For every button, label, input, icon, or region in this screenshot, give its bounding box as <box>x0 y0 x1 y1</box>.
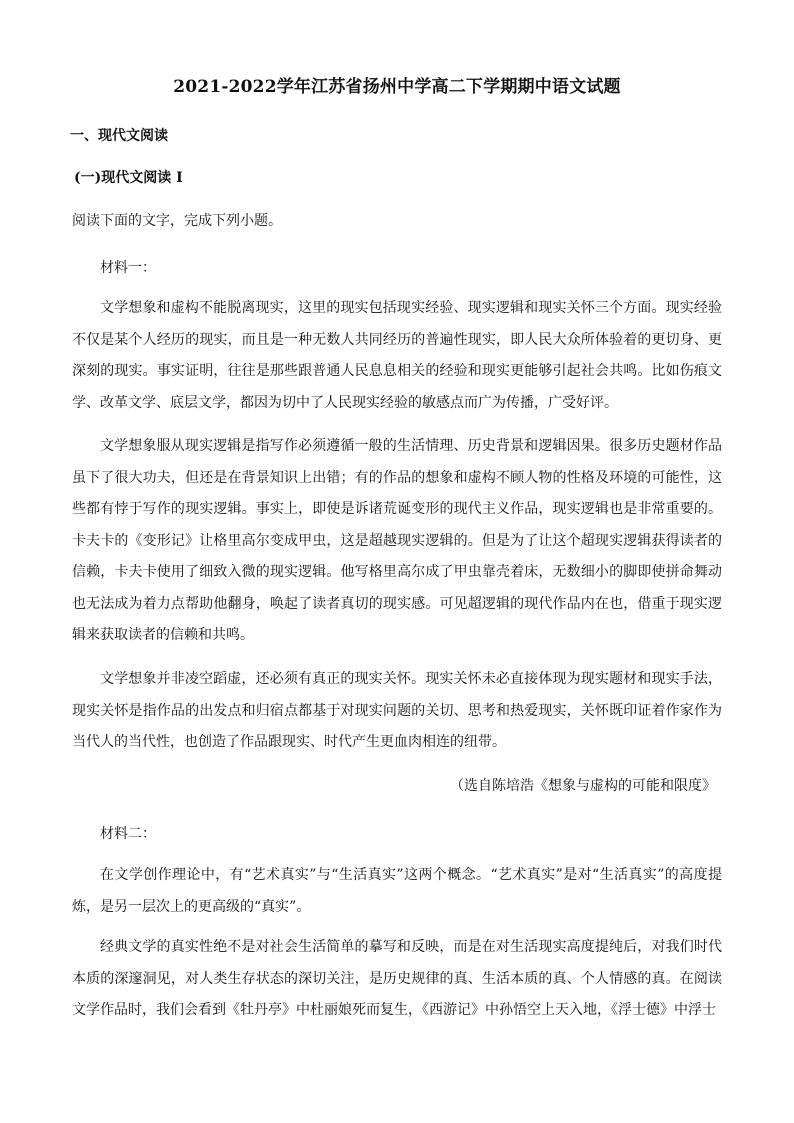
sub-heading: (一)现代文阅读 I <box>74 170 183 186</box>
page-title: 2021-2022学年江苏省扬州中学高二下学期期中语文试题 <box>173 77 621 97</box>
material-two-paragraph-2: 经典文学的真实性绝不是对社会生活简单的摹写和反映，而是在对生活现实高度提纯后，对我们时代本质的深邃洞见，对人类生存状态的深切关注，是历史规律的真、生活本质的真、个人情感的真。在阅读文学作品时，我们会看到《牡丹亭》中杜丽娘死而复生，《西游记》中孙悟空上天入地，《浮士德》中浮士 <box>72 939 722 1018</box>
material-one-source: （选自陈培浩《想象与虚构的可能和限度》 <box>450 778 716 794</box>
material-one-label: 材料一： <box>100 260 156 276</box>
material-two-paragraph-1: 在文学创作理论中，有“艺术真实”与“生活真实”这两个概念。“艺术真实”是对“生活真实”的高度提炼，是另一层次上的更高级的“真实”。 <box>72 867 722 915</box>
section-heading: 一、现代文阅读 <box>70 128 168 144</box>
material-one-paragraph-2: 文学想象服从现实逻辑是指写作必须遵循一般的生活情理、历史背景和逻辑因果。很多历史题材作品虽下了很大功夫，但还是在背景知识上出错；有的作品的想象和虚构不顾人物的性格及环境的可能性，这些都有悖于写作的现实逻辑。事实上，即使是诉诸荒诞变形的现代主义作品，现实逻辑也是非常重要的。卡夫卡的《变形记》让格里高尔变成甲虫，这是超越现实逻辑的。但是为了让这个超现实逻辑获得读者的信赖，卡夫卡使用了细致入微的现实逻辑。他写格里高尔成了甲虫靠壳着床，无数细小的脚即使拼命舞动也无法成为着力点帮助他翻身，唤起了读者真切的现实感。可见超逻辑的现代作品内在也，借重于现实逻辑来获取读者的信赖和共鸣。 <box>72 438 722 643</box>
instruction-text: 阅读下面的文字，完成下列小题。 <box>72 213 282 229</box>
material-one-paragraph-3: 文学想象并非凌空蹈虚，还必须有真正的现实关怀。现实关怀未必直接体现为现实题材和现实手法，现实关怀是指作品的出发点和归宿点都基于对现实问题的关切、思考和热爱现实，关怀既印证着作家作为当代人的当代性，也创造了作品跟现实、时代产生更血肉相连的纽带。 <box>72 671 722 750</box>
material-one-paragraph-1: 文学想象和虚构不能脱离现实，这里的现实包括现实经验、现实逻辑和现实关怀三个方面。现实经验不仅是某个人经历的现实，而且是一种无数人共同经历的普遍性现实，即人民大众所体验着的更切身、更深刻的现实。事实证明，往往是那些跟普通人民息息相关的经验和现实更能够引起社会共鸣。比如伤痕文学、改革文学、底层文学，都因为切中了人民现实经验的敏感点而广为传播，广受好评。 <box>72 300 722 411</box>
material-two-label: 材料二： <box>100 826 156 842</box>
